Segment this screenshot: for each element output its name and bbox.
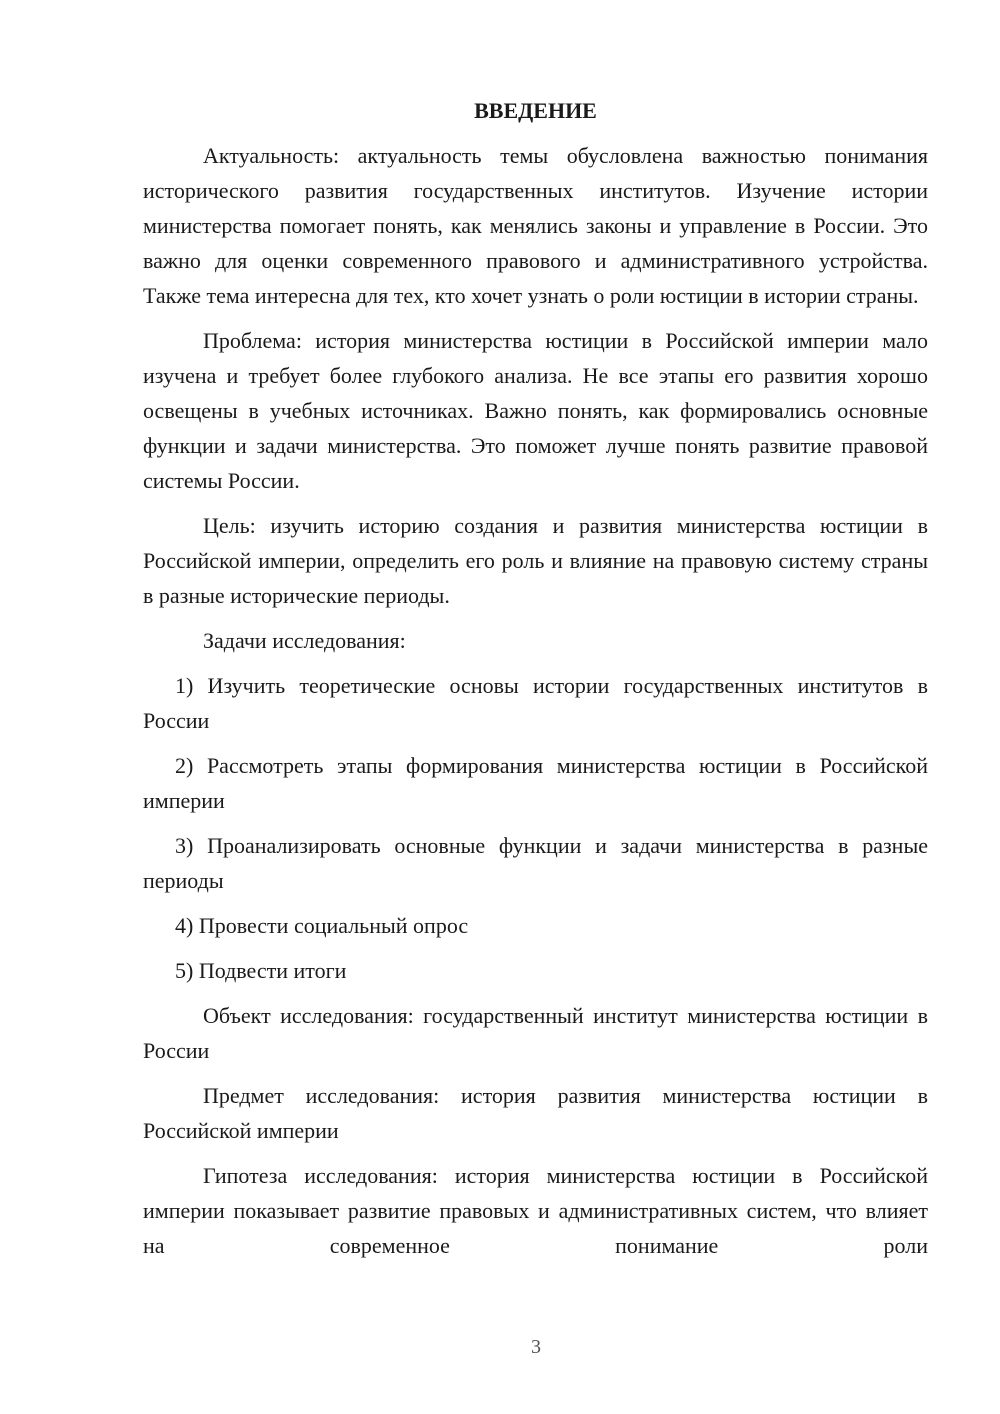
task-item-2: 2) Рассмотреть этапы формирования министерства юстиции в Российской империи [143, 753, 928, 813]
hypothesis-paragraph: Гипотеза исследования: история министерства юстиции в Российской империи показывает развитие правовых и административных систем, что влияет на современное понимание роли [143, 1163, 928, 1258]
subject-paragraph: Предмет исследования: история развития министерства юстиции в Российской империи [143, 1083, 928, 1143]
tasks-heading: Задачи исследования: [203, 628, 406, 653]
task-item-4: 4) Провести социальный опрос [175, 913, 469, 938]
section-title: ВВЕДЕНИЕ [474, 98, 597, 123]
problem-paragraph: Проблема: история министерства юстиции в Российской империи мало изучена и требует более глубокого анализа. Не все этапы его развития хорошо освещены в учебных источниках. Важно понять, как формировались основные функции и задачи министерства. Это поможет лучше понять развитие правовой системы России. [143, 328, 928, 493]
goal-paragraph: Цель: изучить историю создания и развития министерства юстиции в Российской империи, определить его роль и влияние на правовую систему страны в разные исторические периоды. [143, 513, 928, 608]
task-item-3: 3) Проанализировать основные функции и задачи министерства в разные периоды [143, 833, 928, 893]
task-item-5: 5) Подвести итоги [175, 958, 347, 983]
document-body [143, 96, 928, 1273]
relevance-paragraph: Актуальность: актуальность темы обусловлена важностью понимания исторического развития государственных институтов. Изучение истории министерства помогает понять, как менялись законы и управление в России. Это важно для оценки современного правового и административного устройства. Также тема интересна для тех, кто хочет узнать о роли юстиции в истории страны. [143, 143, 928, 308]
page-number: 3 [531, 1336, 541, 1358]
task-item-1: 1) Изучить теоретические основы истории государственных институтов в России [143, 673, 928, 733]
object-paragraph: Объект исследования: государственный институт министерства юстиции в России [143, 1003, 928, 1063]
